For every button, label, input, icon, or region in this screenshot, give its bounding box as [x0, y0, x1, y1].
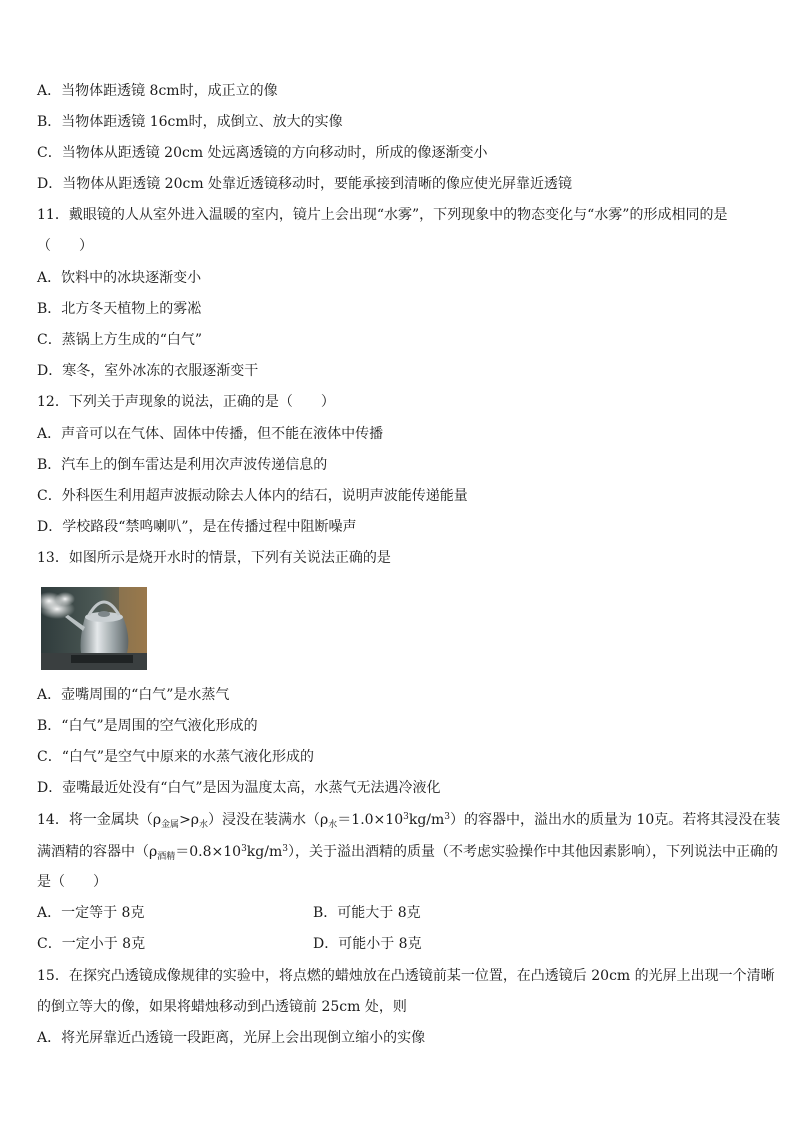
q11-option-d: D．寒冬，室外冰冻的衣服逐渐变干 — [37, 363, 259, 379]
q14-option-b: B．可能大于 8克 — [313, 905, 421, 921]
q14-stem-line2: 满酒精的容器中$(\rho_{酒精}=0.8\times 10^3kg/m^3)$，关于溢出酒精的质量（不考虑实验操作中其他因素影响），下列说法中正确的 — [37, 844, 778, 862]
q10-option-d: D．当物体从距透镜 20cm 处靠近透镜移动时，要能承接到清晰的像应使光屏靠近透镜 — [37, 176, 573, 192]
q14-stem-line1: 14．将一金属块$(\rho_{金属}>\rho_水)$浸没在装满水$(\rho_水=1.0\times 10^3kg/m^3)$的容器中，溢出水的质量为 10克。若将其浸没在装 — [37, 812, 781, 830]
q12-stem: 12．下列关于声现象的说法，正确的是（ ） — [37, 394, 335, 410]
q13-option-c: C．“白气”是空气中原来的水蒸气液化形成的 — [37, 749, 315, 765]
q11-option-b: B．北方冬天植物上的雾凇 — [37, 301, 202, 317]
q13-option-a: A．壶嘴周围的“白气”是水蒸气 — [37, 687, 230, 703]
q13-option-d: D．壶嘴最近处没有“白气”是因为温度太高，水蒸气无法遇冷液化 — [37, 780, 441, 796]
q10-option-a: A．当物体距透镜 8cm时，成正立的像 — [37, 83, 278, 99]
q15-stem-line2: 的倒立等大的像，如果将蜡烛移动到凸透镜前 25cm 处，则 — [37, 999, 407, 1015]
q13-option-b: B．“白气”是周围的空气液化形成的 — [37, 718, 258, 734]
q12-option-d: D．学校路段“禁鸣喇叭”，是在传播过程中阻断噪声 — [37, 519, 357, 535]
q11-option-a: A．饮料中的冰块逐渐变小 — [37, 270, 202, 286]
q14-option-a: A．一定等于 8克 — [37, 905, 145, 921]
q11-option-c: C．蒸锅上方生成的“白气” — [37, 332, 203, 348]
q14-option-c: C．一定小于 8克 — [37, 936, 146, 952]
q15-option-a: A．将光屏靠近凸透镜一段距离，光屏上会出现倒立缩小的实像 — [37, 1030, 426, 1046]
q14-stem-line3: 是（ ） — [37, 874, 107, 890]
kettle-photo — [41, 587, 147, 670]
q12-option-c: C．外科医生利用超声波振动除去人体内的结石，说明声波能传递能量 — [37, 488, 468, 504]
q11-stem-line1: 11．戴眼镜的人从室外进入温暖的室内，镜片上会出现“水雾”，下列现象中的物态变化与“水雾”的形成相同的是 — [37, 207, 728, 223]
q14-option-d: D．可能小于 8克 — [313, 936, 422, 952]
q13-stem: 13．如图所示是烧开水时的情景，下列有关说法正确的是 — [37, 550, 391, 566]
q12-option-b: B．汽车上的倒车雷达是利用次声波传递信息的 — [37, 457, 328, 473]
q11-stem-line2: （ ） — [37, 238, 93, 254]
q12-option-a: A．声音可以在气体、固体中传播，但不能在液体中传播 — [37, 426, 384, 442]
q10-option-c: C．当物体从距透镜 20cm 处远离透镜的方向移动时，所成的像逐渐变小 — [37, 145, 488, 161]
q10-option-b: B．当物体距透镜 16cm时，成倒立、放大的实像 — [37, 114, 343, 130]
q15-stem-line1: 15．在探究凸透镜成像规律的实验中，将点燃的蜡烛放在凸透镜前某一位置，在凸透镜后 20cm 的光屏上出现一个清晰 — [37, 968, 775, 984]
